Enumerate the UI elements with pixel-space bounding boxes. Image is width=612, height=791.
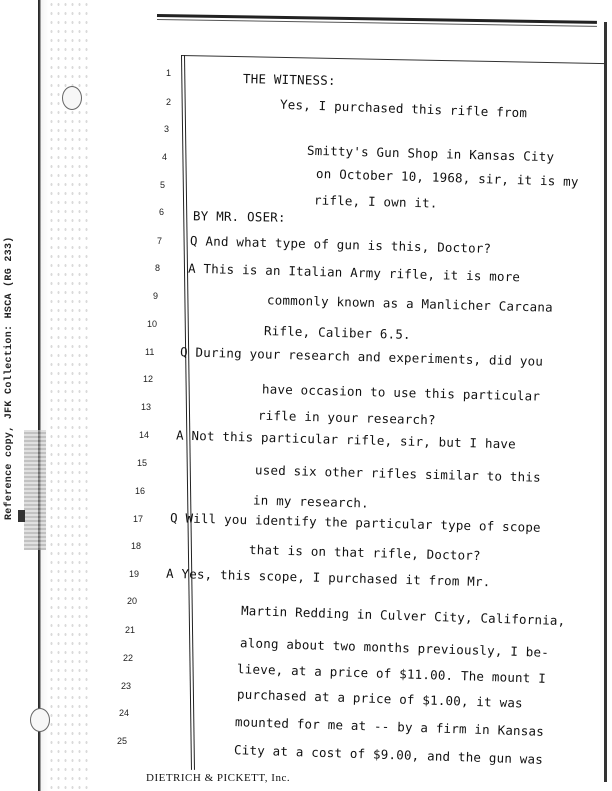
transcript-line: rifle, I own it. [313,192,438,211]
line-number: 24 [119,708,130,718]
transcript-line: Rifle, Caliber 6.5. [263,323,411,342]
line-number: 15 [137,458,148,468]
line-number: 8 [155,263,161,273]
line-number: 2 [166,97,172,107]
transcript-line: have occasion to use this particular [261,381,541,404]
line-number: 16 [135,486,146,496]
transcript-line: on October 10, 1968, sir, it is my [315,165,579,190]
line-number: 4 [162,152,168,162]
transcript-line: City at a cost of $9.00, and the gun was [233,742,544,767]
transcript-line: A This is an Italian Army rifle, it is more [187,260,521,285]
transcript-line: Q Will you identify the particular type of scope [169,510,541,535]
line-number: 12 [143,374,154,384]
line-number: 7 [157,236,163,246]
transcript-line: Martin Redding in Culver City, California, [240,602,566,629]
line-number: 1 [166,68,172,78]
transcript-line: rifle in your research? [257,407,436,428]
line-number: 18 [131,541,142,551]
transcript-line: A Not this particular rifle, sir, but I have [175,427,517,452]
line-number: 17 [133,514,144,524]
transcript-line: lieve, at a price of $11.00. The mount I [236,661,547,686]
transcript-line: used six other rifles similar to this [254,462,542,485]
line-number: 22 [123,653,134,663]
transcript-line: that is on that rifle, Doctor? [248,541,481,564]
line-number: 9 [153,291,159,301]
transcript-line: mounted for me at -- by a firm in Kansas [234,714,545,739]
line-number: 21 [125,625,136,635]
line-number: 6 [159,207,165,217]
transcript-line: along about two months previously, I be- [239,635,550,660]
line-number: 20 [127,596,138,606]
transcript-line: Q And what type of gun is this, Doctor? [189,233,492,256]
line-number: 11 [145,347,155,357]
line-number: 5 [160,180,166,190]
line-number: 19 [129,569,140,579]
reference-stamp: Reference copy, JFK Collection: HSCA (RG 233) [4,236,15,520]
transcript-line: purchased at a price of $1.00, it was [236,686,524,711]
transcript-line: Smitty's Gun Shop in Kansas City [306,142,555,165]
transcript-line: THE WITNESS: [242,71,336,88]
transcript-line: BY MR. OSER: [192,208,286,225]
line-number: 13 [141,402,152,412]
transcript-line: Q During your research and experiments, did you [179,344,544,369]
line-number: 25 [117,736,128,746]
transcript-line: Yes, I purchased this rifle from [279,96,528,121]
line-number: 23 [121,681,132,691]
line-number: 14 [139,430,150,440]
transcript-line: in my research. [252,492,370,511]
transcript-line: A Yes, this scope, I purchased it from Mr. [165,565,491,590]
line-number: 10 [147,319,158,329]
line-number: 3 [164,124,170,134]
footer-reporter: DIETRICH & PICKETT, Inc. [146,772,291,784]
transcript-line: commonly known as a Manlicher Carcana [266,292,554,315]
